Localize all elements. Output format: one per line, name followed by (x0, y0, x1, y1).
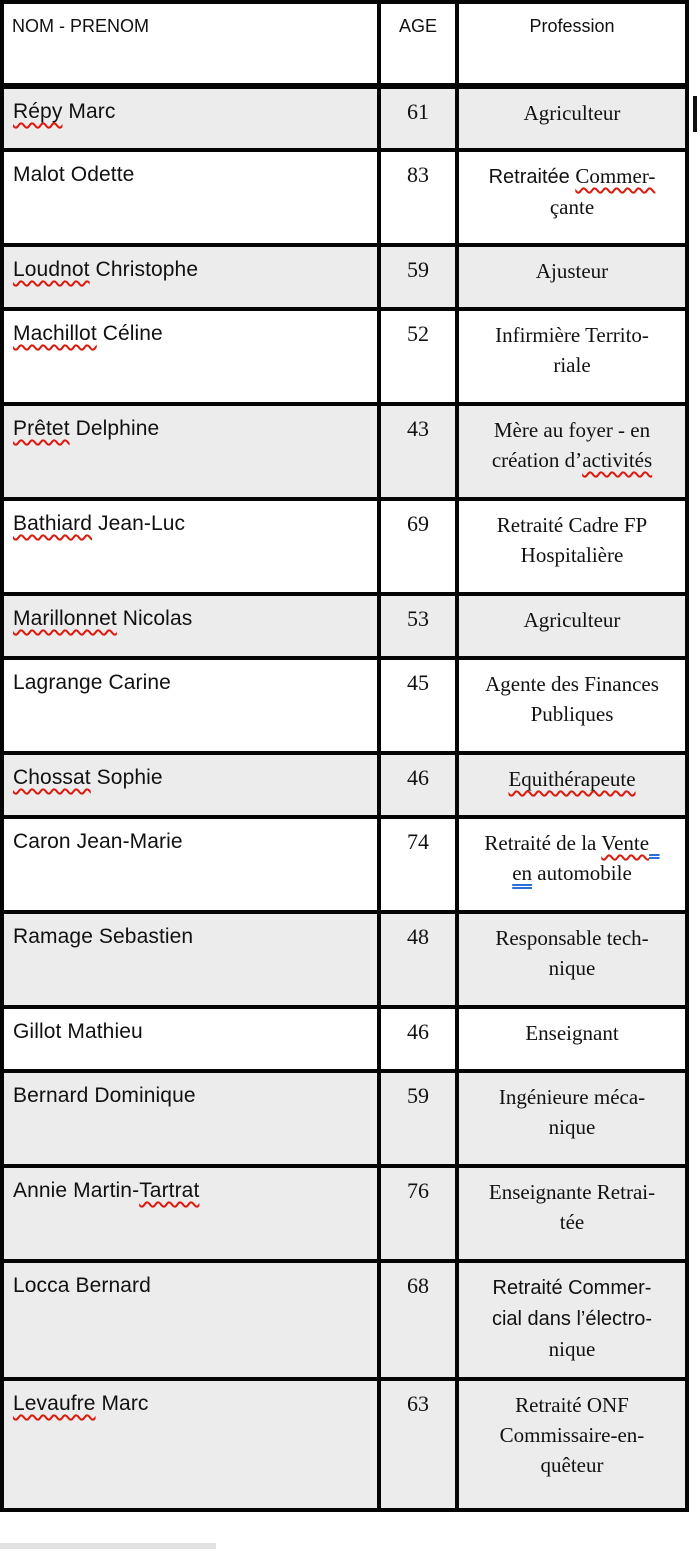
table-row (2, 912, 687, 1007)
name-cell[interactable] (2, 912, 379, 1007)
name-cell[interactable] (2, 1379, 379, 1510)
text-segment: Marillonnet (13, 607, 117, 630)
profession-cell[interactable] (457, 1379, 687, 1510)
text-segment: Chossat (13, 766, 91, 789)
profession-line (463, 415, 681, 445)
table-shadow (0, 1543, 216, 1549)
profession-line (463, 192, 681, 222)
text-segment: Répy (13, 100, 63, 123)
profession-cell[interactable] (457, 499, 687, 594)
profession-line (463, 1207, 681, 1237)
profession-cell[interactable] (457, 309, 687, 404)
profession-cell[interactable] (457, 150, 687, 245)
table-row (2, 594, 687, 658)
text-segment (649, 831, 660, 855)
text-segment: Nicolas (116, 607, 193, 630)
text-segment: Delphine (69, 417, 160, 440)
text-segment: Agriculteur (523, 608, 621, 632)
name-cell[interactable] (2, 1007, 379, 1071)
age-cell[interactable]: 43 (379, 404, 457, 499)
column-header-profession[interactable]: Profession (457, 2, 687, 86)
profession-line (463, 699, 681, 729)
text-segment: Commer- (575, 164, 656, 188)
profession-line (463, 828, 681, 858)
column-header-nom-prenom[interactable]: NOM - PRENOM (2, 2, 379, 86)
text-segment: nique (548, 1115, 596, 1139)
text-segment: Christophe (89, 258, 199, 281)
text-segment: Ajusteur (535, 259, 609, 283)
header-row (2, 2, 687, 86)
text-segment: activités (582, 448, 653, 472)
profession-line (463, 98, 681, 128)
table-row (2, 1007, 687, 1071)
text-segment: Retraité Cadre FP (496, 513, 648, 537)
text-segment: Enseignante Retrai- (488, 1180, 656, 1204)
name-cell[interactable] (2, 86, 379, 150)
age-cell[interactable]: 83 (379, 150, 457, 245)
age-cell[interactable]: 59 (379, 1071, 457, 1166)
name-cell[interactable] (2, 404, 379, 499)
name-cell[interactable] (2, 309, 379, 404)
table-row (2, 1379, 687, 1510)
text-segment: Enseignant (525, 1021, 619, 1045)
text-segment: Prêtet (13, 417, 70, 440)
table-row (2, 86, 687, 150)
profession-cell[interactable] (457, 1261, 687, 1379)
age-cell[interactable]: 46 (379, 753, 457, 817)
text-segment: Marc (95, 1392, 149, 1415)
age-cell[interactable]: 52 (379, 309, 457, 404)
table-header (2, 2, 687, 86)
text-segment: Tartrat (139, 1179, 200, 1202)
text-segment: automobile (532, 861, 632, 885)
text-segment: Annie Martin- (13, 1179, 140, 1202)
age-cell[interactable]: 61 (379, 86, 457, 150)
text-segment: Publiques (530, 702, 614, 726)
table-row (2, 499, 687, 594)
text-segment: Bernard Dominique (13, 1084, 196, 1107)
profession-line (463, 923, 681, 953)
profession-line (463, 1177, 681, 1207)
profession-cell[interactable] (457, 753, 687, 817)
name-cell[interactable] (2, 245, 379, 309)
text-segment: Ramage Sebastien (13, 925, 194, 948)
text-segment: Retraité Commer- (492, 1277, 652, 1299)
profession-line (463, 858, 681, 888)
age-cell[interactable]: 69 (379, 499, 457, 594)
profession-line (463, 1303, 681, 1334)
text-segment: quêteur (540, 1453, 604, 1477)
table-row (2, 150, 687, 245)
text-segment: Retraité de la (484, 831, 602, 855)
text-segment: Bathiard (13, 512, 93, 535)
table-row (2, 817, 687, 912)
profession-cell[interactable] (457, 658, 687, 753)
age-cell[interactable]: 48 (379, 912, 457, 1007)
profession-cell[interactable] (457, 1007, 687, 1071)
text-segment: çante (549, 195, 595, 219)
text-segment: Lagrange Carine (13, 671, 171, 694)
text-segment: Retraitée (488, 166, 576, 188)
profession-line (463, 764, 681, 794)
profession-line (463, 161, 681, 192)
profession-line (463, 1112, 681, 1142)
profession-line (463, 953, 681, 983)
text-segment: création d’ (491, 448, 583, 472)
age-cell[interactable]: 53 (379, 594, 457, 658)
profession-line (463, 1334, 681, 1364)
text-segment: Vente (601, 831, 650, 855)
age-cell[interactable]: 59 (379, 245, 457, 309)
text-segment: Commissaire-en- (499, 1423, 645, 1447)
profession-line (463, 605, 681, 635)
text-segment: Hospitalière (520, 543, 624, 567)
text-segment: Agriculteur (523, 101, 621, 125)
profession-line (463, 1018, 681, 1048)
age-cell[interactable]: 46 (379, 1007, 457, 1071)
text-segment: cial dans l’électro- (491, 1308, 653, 1330)
text-segment: Marc (62, 100, 116, 123)
profession-cell[interactable] (457, 817, 687, 912)
text-segment: nique (548, 956, 596, 980)
profession-line (463, 540, 681, 570)
profession-cell[interactable] (457, 245, 687, 309)
profession-line (463, 320, 681, 350)
age-cell[interactable]: 45 (379, 658, 457, 753)
text-segment: nique (548, 1337, 596, 1361)
profession-cell[interactable] (457, 912, 687, 1007)
profession-line (463, 510, 681, 540)
profession-cell[interactable] (457, 1166, 687, 1261)
profession-line (463, 1390, 681, 1420)
text-segment: Ingénieure méca- (498, 1085, 646, 1109)
profession-line (463, 256, 681, 286)
age-cell[interactable]: 76 (379, 1166, 457, 1261)
profession-line (463, 1082, 681, 1112)
text-segment: Equithérapeute (508, 767, 636, 791)
text-segment: Loudnot (13, 258, 90, 281)
name-cell[interactable] (2, 594, 379, 658)
profession-cell[interactable] (457, 594, 687, 658)
name-cell[interactable] (2, 753, 379, 817)
name-cell[interactable] (2, 817, 379, 912)
text-segment: riale (553, 353, 591, 377)
table-row (2, 1071, 687, 1166)
text-segment: Agente des Finances (485, 672, 659, 696)
text-segment: en (512, 861, 533, 885)
text-segment: Locca Bernard (13, 1274, 151, 1297)
profession-line (463, 350, 681, 380)
profession-line (463, 669, 681, 699)
table-row (2, 658, 687, 753)
text-segment: Retraité ONF (515, 1393, 629, 1417)
age-cell[interactable]: 74 (379, 817, 457, 912)
column-header-age[interactable]: AGE (379, 2, 457, 86)
text-segment: Responsable tech- (495, 926, 649, 950)
table-row (2, 245, 687, 309)
table-row (2, 753, 687, 817)
name-cell[interactable] (2, 1261, 379, 1379)
profession-line (463, 1420, 681, 1450)
text-segment: Mère au foyer - en (493, 418, 651, 442)
profession-line (463, 445, 681, 475)
table-row (2, 404, 687, 499)
profession-line (463, 1272, 681, 1303)
table-row (2, 1261, 687, 1379)
name-cell[interactable] (2, 150, 379, 245)
table-row (2, 1166, 687, 1261)
age-cell[interactable]: 63 (379, 1379, 457, 1510)
name-cell[interactable] (2, 658, 379, 753)
text-cursor[interactable] (693, 96, 697, 132)
text-segment: Machillot (13, 322, 97, 345)
text-segment: Caron Jean-Marie (13, 830, 183, 853)
age-cell[interactable]: 68 (379, 1261, 457, 1379)
text-segment: Levaufre (13, 1392, 96, 1415)
table-row (2, 309, 687, 404)
name-cell[interactable] (2, 1071, 379, 1166)
profession-line (463, 1450, 681, 1480)
text-segment: Céline (96, 322, 163, 345)
text-segment: Infirmière Territo- (495, 323, 649, 347)
text-segment: Gillot Mathieu (13, 1020, 143, 1043)
profession-cell[interactable] (457, 86, 687, 150)
profession-cell[interactable] (457, 1071, 687, 1166)
name-cell[interactable] (2, 1166, 379, 1261)
text-segment: tée (559, 1210, 585, 1234)
profession-cell[interactable] (457, 404, 687, 499)
text-segment: Sophie (90, 766, 163, 789)
table-body (2, 86, 687, 1510)
name-cell[interactable] (2, 499, 379, 594)
text-segment: Malot Odette (13, 163, 135, 186)
text-segment: Jean-Luc (92, 512, 186, 535)
